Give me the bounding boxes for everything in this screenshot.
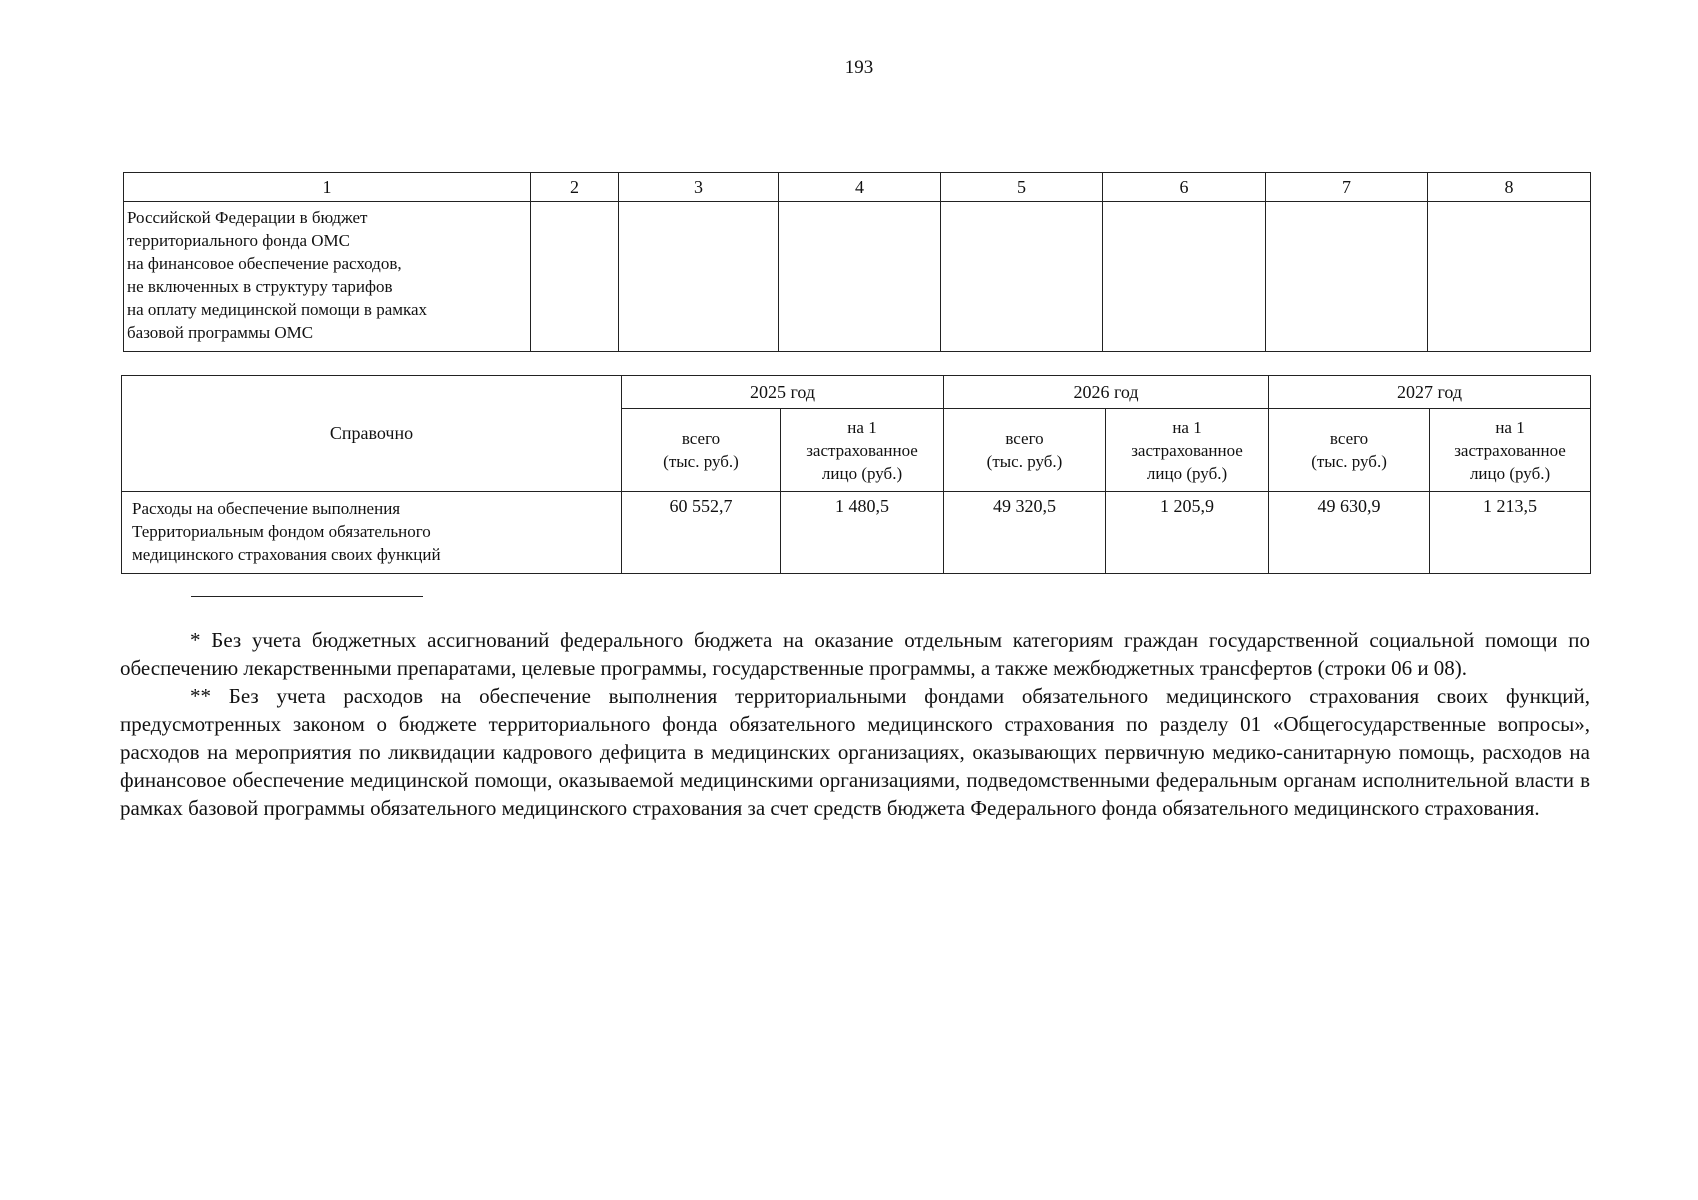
total-header: всего (тыс. руб.) <box>944 409 1106 492</box>
column-number: 1 <box>124 173 531 202</box>
year-header-row <box>122 376 1591 409</box>
value-cell: 49 630,9 <box>1269 492 1430 574</box>
per-person-header: на 1 застрахованное лицо (руб.) <box>781 409 944 492</box>
value-cell: 60 552,7 <box>622 492 781 574</box>
footnotes <box>120 626 1590 822</box>
column-number: 2 <box>531 173 619 202</box>
column-number: 4 <box>779 173 941 202</box>
footnote-2: ** Без учета расходов на обеспечение выполнения территориальными фондами обязательного медицинского страхования своих функций, предусмотренных законом о бюджете территориального фонда обязательного медицинского страхования по разделу 01 «Общегосударственные вопросы», расходов на мероприятия по ликвидации кадрового дефицита в медицинских организациях, оказывающих первичную медико-санитарную помощь, расходов на финансовое обеспечение медицинской помощи, оказываемой медицинскими организациями, подведомственными федеральным органам исполнительной власти в рамках базовой программы обязательного медицинского страхования за счет средств бюджета Федерального фонда обязательного медицинского страхования. <box>120 684 1590 820</box>
footnote-1: * Без учета бюджетных ассигнований федерального бюджета на оказание отдельным категориям граждан государственной социальной помощи по обеспечению лекарственными препаратами, целевые программы, государственные программы, а также межбюджетных трансфертов (строки 06 и 08). <box>120 628 1590 680</box>
total-header: всего (тыс. руб.) <box>1269 409 1430 492</box>
total-header: всего (тыс. руб.) <box>622 409 781 492</box>
empty-cell <box>531 202 619 352</box>
value-cell: 1 205,9 <box>1106 492 1269 574</box>
column-number: 8 <box>1428 173 1591 202</box>
column-number-row <box>124 173 1591 202</box>
empty-cell <box>1266 202 1428 352</box>
year-header-2026: 2026 год <box>944 376 1269 409</box>
per-person-header: на 1 застрахованное лицо (руб.) <box>1106 409 1269 492</box>
table-row <box>124 202 1591 352</box>
value-cell: 1 213,5 <box>1430 492 1591 574</box>
year-header-2025: 2025 год <box>622 376 944 409</box>
footnote-separator <box>191 596 423 597</box>
value-cell: 49 320,5 <box>944 492 1106 574</box>
empty-cell <box>1103 202 1266 352</box>
table-row <box>122 492 1591 574</box>
row-label: Расходы на обеспечение выполнения Территориальным фондом обязательного медицинского страхования своих функций <box>122 492 622 574</box>
value-cell: 1 480,5 <box>781 492 944 574</box>
column-number: 3 <box>619 173 779 202</box>
column-number: 5 <box>941 173 1103 202</box>
empty-cell <box>619 202 779 352</box>
row-description: Российской Федерации в бюджет территориального фонда ОМС на финансовое обеспечение расходов, не включенных в структуру тарифов на оплату медицинской помощи в рамках базовой программы ОМС <box>124 202 531 352</box>
page-number: 193 <box>844 57 874 78</box>
empty-cell <box>1428 202 1591 352</box>
empty-cell <box>779 202 941 352</box>
per-person-header: на 1 застрахованное лицо (руб.) <box>1430 409 1591 492</box>
column-number: 7 <box>1266 173 1428 202</box>
continuation-table <box>123 172 1591 352</box>
year-header-2027: 2027 год <box>1269 376 1591 409</box>
reference-header: Справочно <box>122 376 622 492</box>
column-number: 6 <box>1103 173 1266 202</box>
reference-table <box>121 375 1591 574</box>
empty-cell <box>941 202 1103 352</box>
